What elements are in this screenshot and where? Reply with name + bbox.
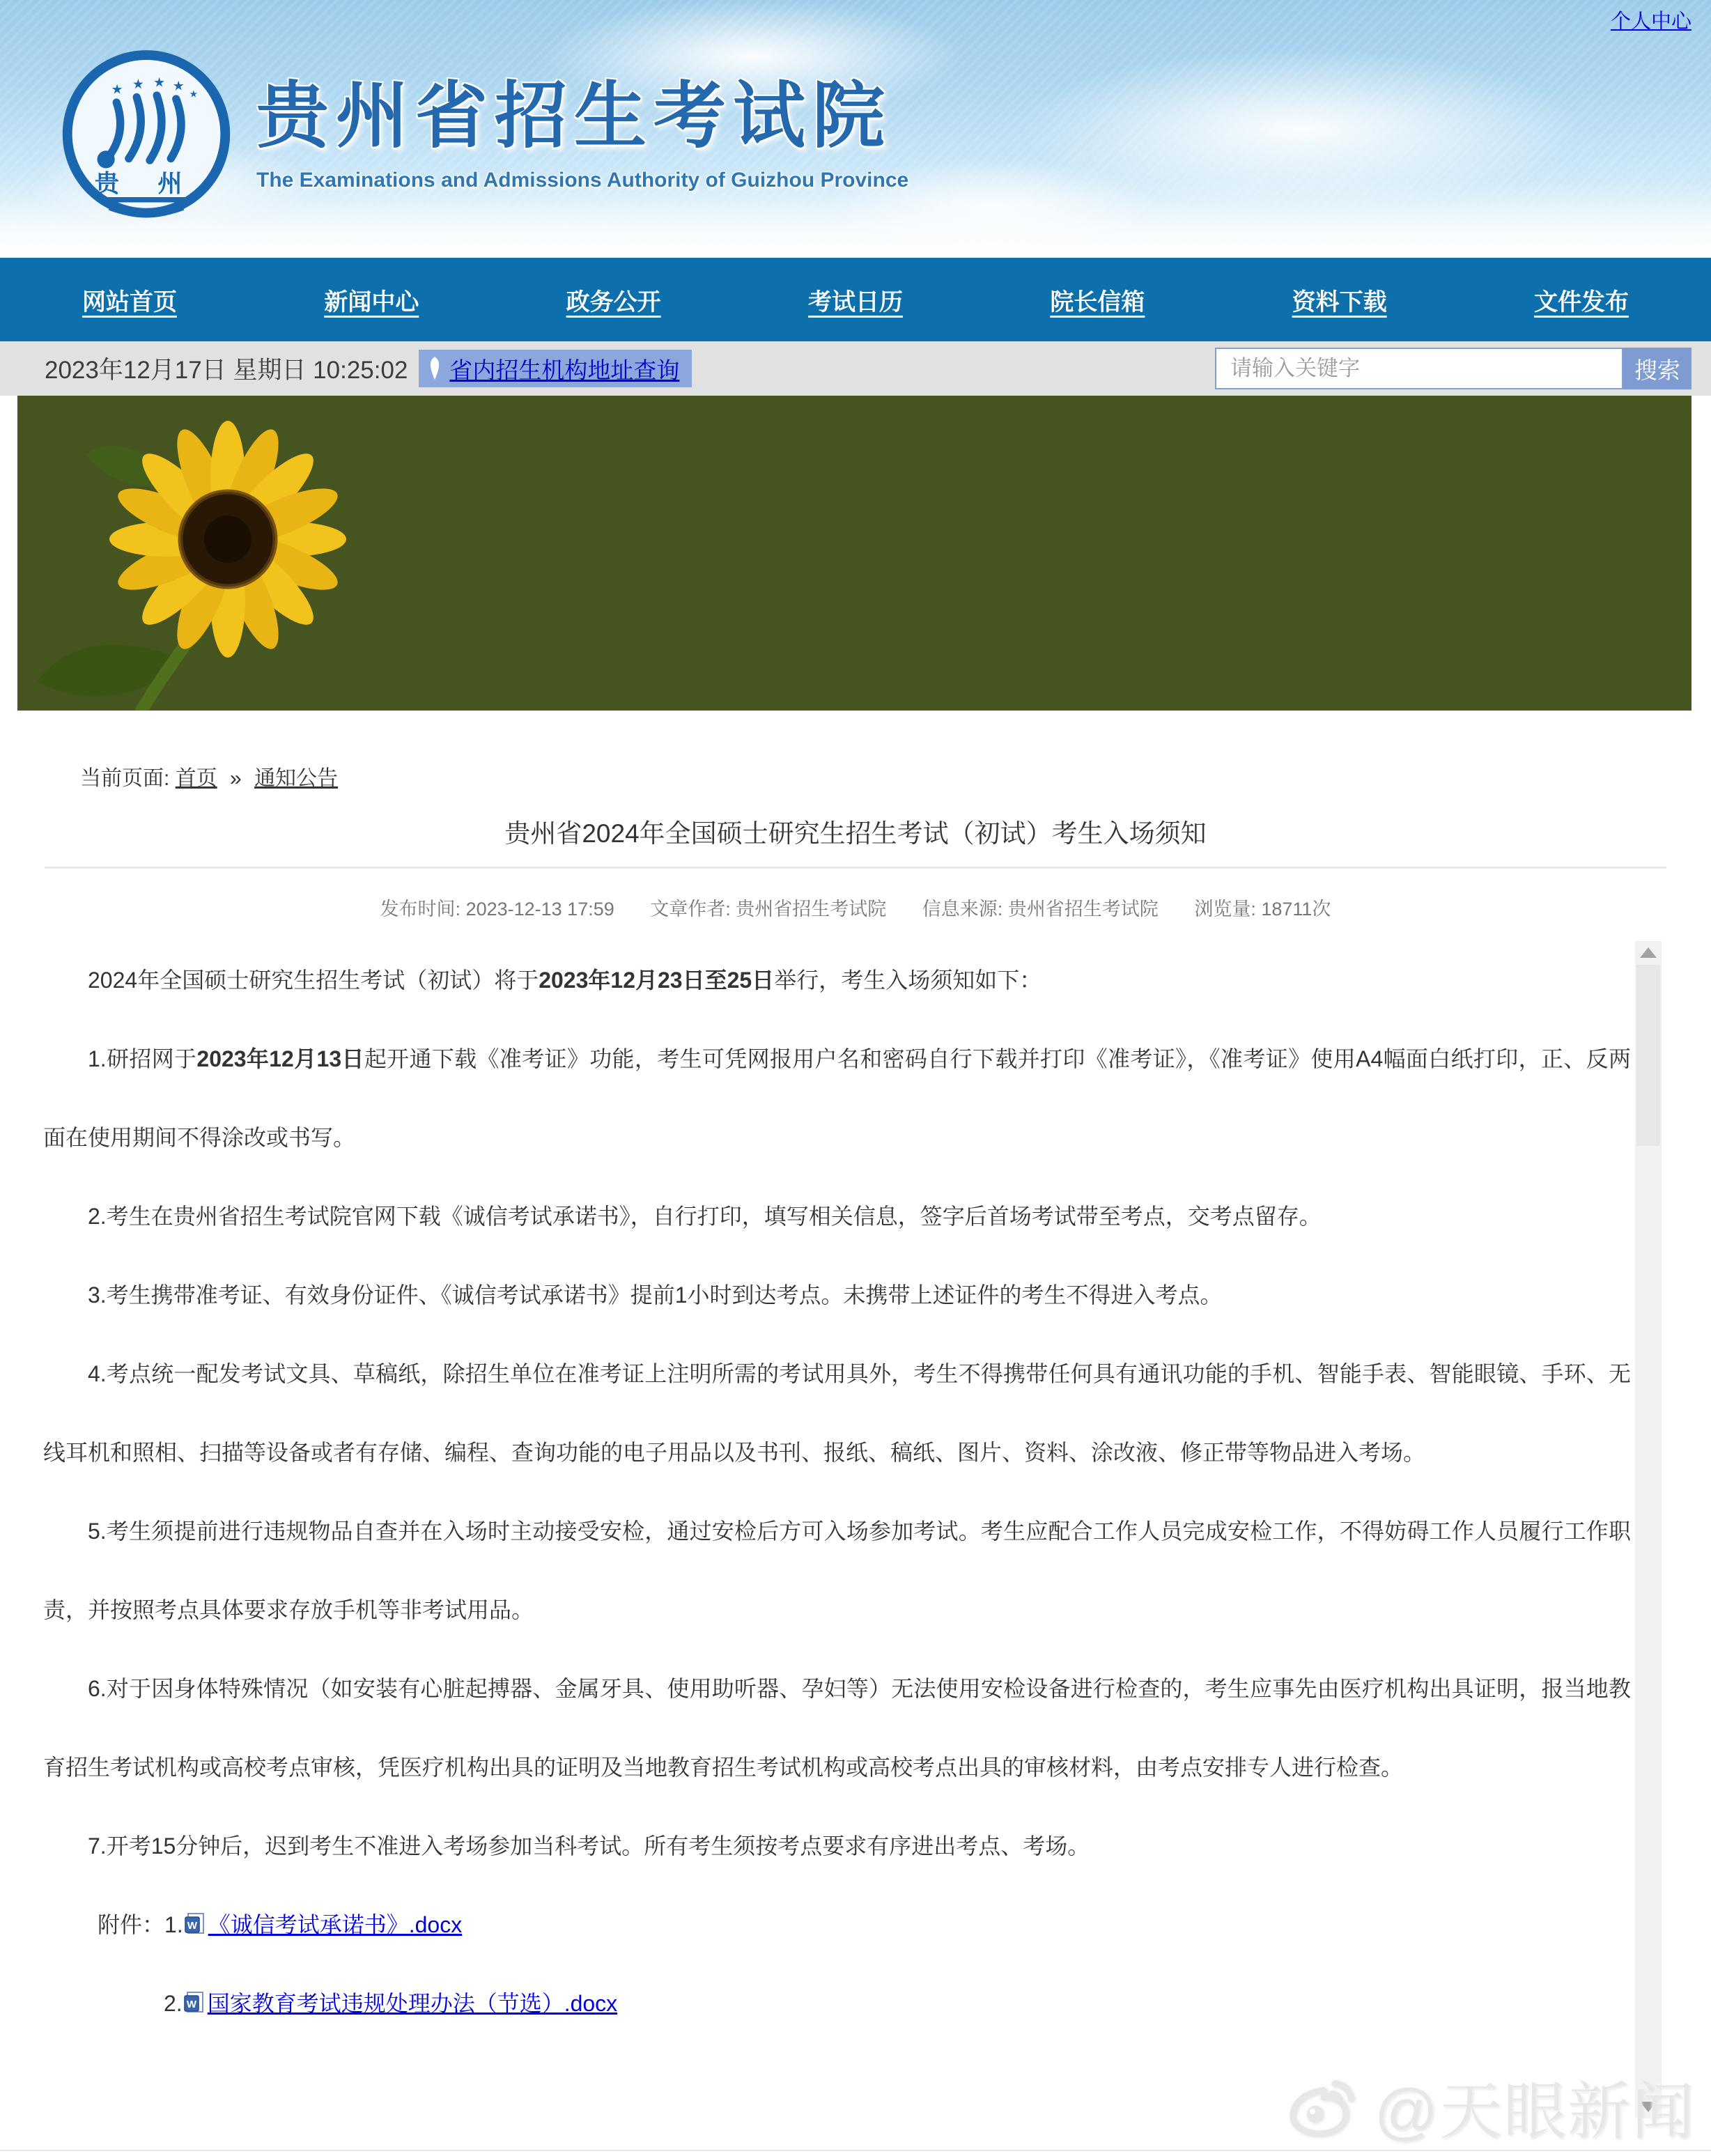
scrollbar-thumb[interactable] bbox=[1636, 965, 1660, 1146]
paragraph-4: 4.考点统一配发考试文具、草稿纸，除招生单位在准考证上注明所需的考试用具外，考生不得携带任何具有通讯功能的手机、智能手表、智能眼镜、手环、无线耳机和照相、扫描等设备或者有存储、编程、查询功能的电子用品以及书刊、报纸、稿纸、图片、资料、涂改液、修正带等物品进入考场。 bbox=[43, 1361, 1631, 1465]
banner-sunflower-image bbox=[17, 396, 1691, 711]
address-query-box[interactable] bbox=[419, 350, 692, 387]
paragraph-3: 3.考生携带准考证、有效身份证件、《诚信考试承诺书》提前1小时到达考点。未携带上述证件的考生不得进入考点。 bbox=[88, 1282, 1223, 1308]
info-source: 信息来源: 贵州省招生考试院 bbox=[922, 899, 1159, 920]
main-nav bbox=[0, 258, 1711, 341]
current-datetime: 2023年12月17日 星期日 10:25:02 bbox=[45, 357, 408, 384]
svg-text:★: ★ bbox=[189, 88, 199, 100]
breadcrumb-category-link[interactable]: 通知公告 bbox=[254, 767, 339, 790]
attachment-link-2[interactable]: 国家教育考试违规处理办法（节选）.docx bbox=[207, 1991, 618, 2016]
svg-text:W: W bbox=[187, 1920, 197, 1932]
article-scrollbar[interactable] bbox=[1635, 941, 1662, 2118]
word-doc-icon bbox=[184, 1992, 203, 2014]
paragraph-1: 1.研招网于2023年12月13日起开通下载《准考证》功能，考生可凭网报用户名和密码自行下载并打印《准考证》，《准考证》使用A4幅面白纸打印，正、反两面在使用期间不得涂改或书写。 bbox=[43, 1046, 1631, 1150]
attachment-row-2 bbox=[43, 1964, 1631, 2043]
site-brand bbox=[59, 45, 908, 224]
title-divider bbox=[45, 867, 1666, 869]
word-doc-icon bbox=[185, 1913, 204, 1935]
site-title-en: The Examinations and Admissions Authority of Guizhou Province bbox=[256, 169, 909, 192]
location-pin-icon bbox=[427, 357, 442, 380]
attachments-label: 附件： bbox=[98, 1912, 165, 1937]
svg-text:W: W bbox=[186, 1999, 196, 2010]
site-logo-icon[interactable] bbox=[59, 45, 234, 224]
svg-text:★: ★ bbox=[172, 78, 185, 94]
article-body bbox=[43, 941, 1662, 2118]
breadcrumb-separator: » bbox=[230, 767, 242, 790]
bottom-divider bbox=[0, 2150, 1711, 2151]
site-header bbox=[0, 0, 1711, 258]
paragraph-7: 7.开考15分钟后，迟到考生不准进入考场参加当科考试。所有考生须按考点要求有序进出考点、考场。 bbox=[88, 1833, 1090, 1859]
nav-item-home[interactable]: 网站首页 bbox=[82, 288, 177, 316]
scroll-down-arrow-icon[interactable] bbox=[1640, 2102, 1657, 2112]
svg-text:★: ★ bbox=[153, 75, 165, 91]
search-bar bbox=[1215, 348, 1691, 389]
nav-item-documents[interactable]: 文件发布 bbox=[1533, 288, 1629, 316]
paragraph-intro: 2024年全国硕士研究生招生考试（初试）将于2023年12月23日至25日举行，考生入场须知如下： bbox=[88, 968, 1042, 993]
breadcrumb bbox=[0, 711, 1711, 791]
article-author: 文章作者: 贵州省招生考试院 bbox=[650, 899, 887, 920]
brand-titles bbox=[256, 45, 908, 192]
attachment-row-1 bbox=[43, 1886, 1631, 1964]
article-text bbox=[43, 941, 1662, 2043]
breadcrumb-label: 当前页面: bbox=[80, 767, 170, 790]
nav-item-gov-affairs[interactable]: 政务公开 bbox=[566, 288, 661, 316]
toolbar bbox=[0, 341, 1711, 396]
svg-text:★: ★ bbox=[111, 82, 123, 98]
logo-text: 贵 州 bbox=[94, 170, 199, 198]
paragraph-5: 5.考生须提前进行违规物品自查并在入场时主动接受安检，通过安检后方可入场参加考试。考生应配合工作人员完成安检工作，不得妨碍工作人员履行工作职责，并按照考点具体要求存放手机等非考试用品。 bbox=[43, 1519, 1631, 1622]
attachment-number: 2. bbox=[164, 1991, 183, 2016]
personal-center-link[interactable]: 个人中心 bbox=[1610, 10, 1691, 33]
publish-time: 发布时间: 2023-12-13 17:59 bbox=[380, 899, 614, 920]
scroll-up-arrow-icon[interactable] bbox=[1640, 947, 1657, 958]
watermark-text: @天眼新闻 bbox=[1374, 2077, 1696, 2147]
address-query-link[interactable]: 省内招生机构地址查询 bbox=[449, 357, 680, 383]
article-meta bbox=[0, 894, 1711, 921]
breadcrumb-home-link[interactable]: 首页 bbox=[175, 767, 217, 790]
search-input[interactable] bbox=[1215, 348, 1623, 389]
attachment-number: 1. bbox=[164, 1912, 183, 1937]
search-button[interactable]: 搜索 bbox=[1623, 348, 1691, 389]
nav-item-exam-calendar[interactable]: 考试日历 bbox=[807, 288, 903, 316]
paragraph-6: 6.对于因身体特殊情况（如安装有心脏起搏器、金属牙具、使用助听器、孕妇等）无法使用安检设备进行检查的，考生应事先由医疗机构出具证明，报当地教育招生考试机构或高校考点审核，凭医疗机构出具的证明及当地教育招生考试机构或高校考点出具的审核材料，由考点安排专人进行检查。 bbox=[43, 1676, 1631, 1780]
attachment-link-1[interactable]: 《诚信考试承诺书》.docx bbox=[208, 1912, 463, 1937]
nav-item-dean-mailbox[interactable]: 院长信箱 bbox=[1050, 288, 1145, 316]
nav-item-news[interactable]: 新闻中心 bbox=[324, 288, 419, 316]
article-title: 贵州省2024年全国硕士研究生招生考试（初试）考生入场须知 bbox=[504, 819, 1207, 848]
site-title-cn: 贵州省招生考试院 bbox=[256, 76, 892, 157]
paragraph-2: 2.考生在贵州省招生考试院官网下载《诚信考试承诺书》，自行打印，填写相关信息，签字后首场考试带至考点，交考点留存。 bbox=[88, 1204, 1322, 1229]
svg-text:★: ★ bbox=[132, 76, 144, 92]
sunflower-illustration bbox=[24, 396, 554, 711]
nav-item-downloads[interactable]: 资料下载 bbox=[1292, 288, 1387, 316]
view-count: 浏览量: 18711次 bbox=[1194, 899, 1331, 920]
